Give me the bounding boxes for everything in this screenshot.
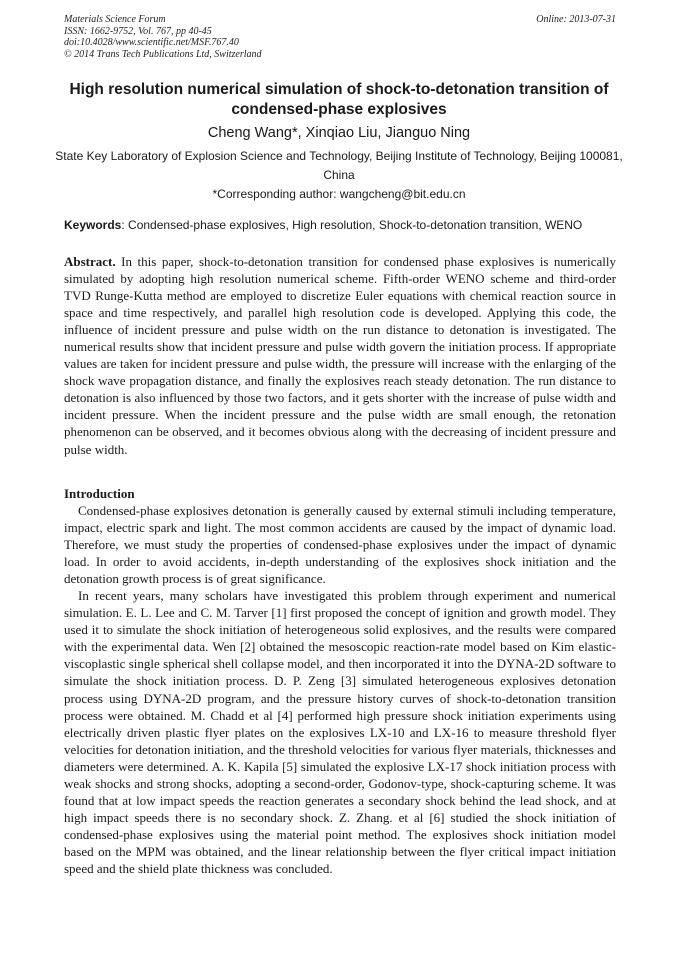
section-heading-introduction: Introduction [64,486,135,501]
keywords-label: Keywords [64,218,122,232]
paragraph: Condensed-phase explosives detonation is generally caused by external stimuli including temperature, impact, electric spark and light. The most common accidents are caused by the impact of dynamic load. Therefore, we must study the properties of condensed-phase explosives under the impact of dynamic load. In order to avoid accidents, in-depth understanding of the explosives shock initiation and the detonation growth process is of great significance. [64,503,616,587]
abstract [64,253,616,458]
abstract-label: Abstract. [64,254,116,269]
publication-header [64,14,616,60]
journal-name: Materials Science Forum [64,14,166,25]
author-list: Cheng Wang*, Xinqiao Liu, Jianguo Ning [207,125,471,141]
affiliation-block [55,147,623,204]
paragraph: In recent years, many scholars have investigated this problem through experiment and numerical simulation. E. L. Lee and C. M. Tarver [1] first proposed the concept of ignition and growth model. They used it to simulate the shock initiation of heterogeneous solid explosives, and the results were compared with the experimental data. Wen [2] obtained the mesoscopic reaction-rate model based on Kim elastic-viscoplastic single spherical shell collapse model, and then incorporated it into the DYNA-2D software to simulate the shock initiation process. D. P. Zeng [3] simulated heterogeneous explosives detonation process using DYNA-2D program, and the pressure history curves of shock-to-detonation transition process were obtained. M. Chadd et al [4] performed high pressure shock initiation experiments using electrically driven plastic flyer plates on the explosives LX-10 and LX-16 to measure threshold flyer velocities for detonation initiation, and the threshold velocities for various flyer materials, thicknesses and diameters were determined. A. K. Kapila [5] simulated the explosive LX-17 shock initiation process with weak shocks and strong shocks, adopting a second-order, Godonov-type, shock-capturing scheme. It was found that at low impact speeds the reaction generates a secondary shock behind the lead shock, and at high impact speeds there is no secondary shock. Z. Zhang. et al [6] studied the shock initiation of condensed-phase explosives using the material point method. The explosives shock initiation model based on the MPM was obtained, and the linear relationship between the flyer critical impact initiation speed and the shield plate thickness was concluded. [64,588,616,876]
introduction-body [64,502,616,877]
abstract-text: In this paper, shock-to-detonation transition for condensed phase explosives is numerically simulated by adopting high resolution numerical scheme. Fifth-order WENO scheme and third-order TVD Runge-Kutta method are employed to discretize Euler equations with chemical reaction source in space and time respectively, and parallel high resolution code is developed. Applying this code, the influence of incident pressure and pulse width on the run distance to detonation is investigated. The numerical results show that incident pressure and pulse width govern the initiation process. If appropriate values are taken for incident pressure and pulse width, the pressure will increase with the enlarging of the shock wave propagation distance, and finally the explosives reach steady detonation. The run distance to detonation is also influenced by those two factors, and it gets shorter with the increase of pulse width and incident pressure. When the incident pressure and the pulse width are small enough, the retonation phenomenon can be observed, and it becomes obvious along with the decreasing of incident pressure and pulse width. [64,254,616,457]
keywords-line [64,217,616,233]
doi-line: doi:10.4028/www.scientific.net/MSF.767.40 [64,37,239,48]
copyright-line: © 2014 Trans Tech Publications Ltd, Switzerland [64,48,262,60]
corresponding-author: *Corresponding author: wangcheng@bit.edu.cn [212,187,466,201]
issn-line: ISSN: 1662-9752, Vol. 767, pp 40-45 [64,25,212,37]
online-date: Online: 2013-07-31 [536,14,616,25]
keywords-list: : Condensed-phase explosives, High resolution, Shock-to-detonation transition, WENO [121,218,583,232]
affiliation: State Key Laboratory of Explosion Science and Technology, Beijing Institute of Technology, Beijing 100081, China [55,149,623,182]
paper-title: High resolution numerical simulation of shock-to-detonation transition of condensed-phase explosives [69,81,609,118]
